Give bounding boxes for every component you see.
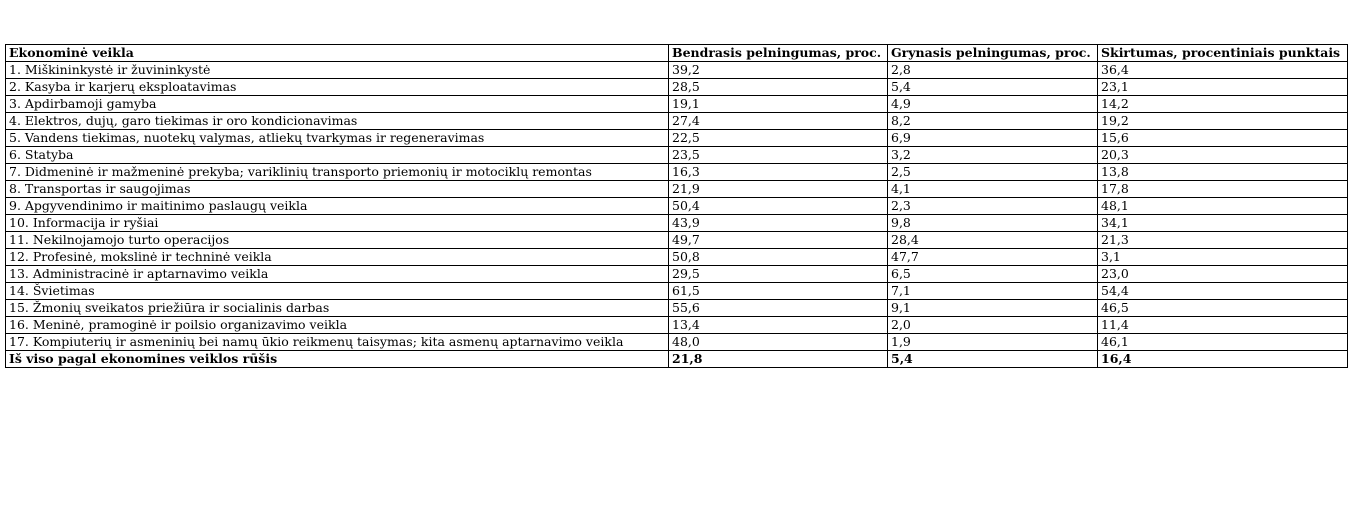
net-value-cell: 6,9	[888, 130, 1098, 147]
net-value-cell: 7,1	[888, 283, 1098, 300]
net-value-cell: 28,4	[888, 232, 1098, 249]
header-gross-profitability: Bendrasis pelningumas, proc.	[669, 45, 888, 62]
total-difference-value: 16,4	[1098, 351, 1348, 368]
gross-value-cell: 61,5	[669, 283, 888, 300]
net-value-cell: 3,2	[888, 147, 1098, 164]
difference-value-cell: 17,8	[1098, 181, 1348, 198]
activity-cell: 1. Miškininkystė ir žuvininkystė	[6, 62, 669, 79]
table-row	[6, 198, 1348, 215]
header-economic-activity: Ekonominė veikla	[6, 45, 669, 62]
table-row	[6, 181, 1348, 198]
net-value-cell: 4,1	[888, 181, 1098, 198]
difference-value-cell: 19,2	[1098, 113, 1348, 130]
table-row	[6, 215, 1348, 232]
difference-value-cell: 23,1	[1098, 79, 1348, 96]
activity-cell: 17. Kompiuterių ir asmeninių bei namų ūkio reikmenų taisymas; kita asmenų aptarnavimo veikla	[6, 334, 669, 351]
total-label: Iš viso pagal ekonomines veiklos rūšis	[6, 351, 669, 368]
header-net-profitability: Grynasis pelningumas, proc.	[888, 45, 1098, 62]
table-row	[6, 300, 1348, 317]
difference-value-cell: 21,3	[1098, 232, 1348, 249]
activity-cell: 7. Didmeninė ir mažmeninė prekyba; variklinių transporto priemonių ir motociklų remontas	[6, 164, 669, 181]
table-row	[6, 249, 1348, 266]
table-row	[6, 147, 1348, 164]
difference-value-cell: 23,0	[1098, 266, 1348, 283]
gross-value-cell: 49,7	[669, 232, 888, 249]
activity-cell: 10. Informacija ir ryšiai	[6, 215, 669, 232]
gross-value-cell: 50,4	[669, 198, 888, 215]
table-row	[6, 164, 1348, 181]
gross-value-cell: 39,2	[669, 62, 888, 79]
difference-value-cell: 54,4	[1098, 283, 1348, 300]
activity-cell: 5. Vandens tiekimas, nuotekų valymas, atliekų tvarkymas ir regeneravimas	[6, 130, 669, 147]
activity-cell: 12. Profesinė, mokslinė ir techninė veikla	[6, 249, 669, 266]
net-value-cell: 5,4	[888, 79, 1098, 96]
net-value-cell: 47,7	[888, 249, 1098, 266]
table-row	[6, 79, 1348, 96]
table-row	[6, 96, 1348, 113]
gross-value-cell: 23,5	[669, 147, 888, 164]
difference-value-cell: 20,3	[1098, 147, 1348, 164]
gross-value-cell: 19,1	[669, 96, 888, 113]
table-row	[6, 130, 1348, 147]
table-row	[6, 266, 1348, 283]
activity-cell: 15. Žmonių sveikatos priežiūra ir socialinis darbas	[6, 300, 669, 317]
gross-value-cell: 22,5	[669, 130, 888, 147]
activity-cell: 3. Apdirbamoji gamyba	[6, 96, 669, 113]
gross-value-cell: 50,8	[669, 249, 888, 266]
gross-value-cell: 48,0	[669, 334, 888, 351]
activity-cell: 4. Elektros, dujų, garo tiekimas ir oro kondicionavimas	[6, 113, 669, 130]
activity-cell: 13. Administracinė ir aptarnavimo veikla	[6, 266, 669, 283]
activity-cell: 14. Švietimas	[6, 283, 669, 300]
net-value-cell: 2,8	[888, 62, 1098, 79]
difference-value-cell: 11,4	[1098, 317, 1348, 334]
difference-value-cell: 46,1	[1098, 334, 1348, 351]
gross-value-cell: 43,9	[669, 215, 888, 232]
net-value-cell: 1,9	[888, 334, 1098, 351]
difference-value-cell: 3,1	[1098, 249, 1348, 266]
net-value-cell: 9,1	[888, 300, 1098, 317]
profitability-table-container	[5, 44, 1348, 368]
activity-cell: 9. Apgyvendinimo ir maitinimo paslaugų veikla	[6, 198, 669, 215]
difference-value-cell: 48,1	[1098, 198, 1348, 215]
table-row	[6, 113, 1348, 130]
activity-cell: 16. Meninė, pramoginė ir poilsio organizavimo veikla	[6, 317, 669, 334]
difference-value-cell: 14,2	[1098, 96, 1348, 113]
difference-value-cell: 34,1	[1098, 215, 1348, 232]
activity-cell: 2. Kasyba ir karjerų eksploatavimas	[6, 79, 669, 96]
activity-cell: 8. Transportas ir saugojimas	[6, 181, 669, 198]
header-difference: Skirtumas, procentiniais punktais	[1098, 45, 1348, 62]
net-value-cell: 8,2	[888, 113, 1098, 130]
difference-value-cell: 15,6	[1098, 130, 1348, 147]
header-row	[6, 45, 1348, 62]
gross-value-cell: 16,3	[669, 164, 888, 181]
total-net-value: 5,4	[888, 351, 1098, 368]
difference-value-cell: 13,8	[1098, 164, 1348, 181]
net-value-cell: 2,3	[888, 198, 1098, 215]
gross-value-cell: 29,5	[669, 266, 888, 283]
activity-cell: 6. Statyba	[6, 147, 669, 164]
gross-value-cell: 55,6	[669, 300, 888, 317]
total-gross-value: 21,8	[669, 351, 888, 368]
net-value-cell: 9,8	[888, 215, 1098, 232]
gross-value-cell: 27,4	[669, 113, 888, 130]
profitability-table	[5, 44, 1348, 368]
activity-cell: 11. Nekilnojamojo turto operacijos	[6, 232, 669, 249]
total-row	[6, 351, 1348, 368]
net-value-cell: 6,5	[888, 266, 1098, 283]
table-row	[6, 232, 1348, 249]
net-value-cell: 2,5	[888, 164, 1098, 181]
net-value-cell: 4,9	[888, 96, 1098, 113]
net-value-cell: 2,0	[888, 317, 1098, 334]
table-row	[6, 334, 1348, 351]
gross-value-cell: 28,5	[669, 79, 888, 96]
table-row	[6, 317, 1348, 334]
table-row	[6, 62, 1348, 79]
difference-value-cell: 46,5	[1098, 300, 1348, 317]
gross-value-cell: 21,9	[669, 181, 888, 198]
gross-value-cell: 13,4	[669, 317, 888, 334]
difference-value-cell: 36,4	[1098, 62, 1348, 79]
table-body	[6, 62, 1348, 351]
table-row	[6, 283, 1348, 300]
